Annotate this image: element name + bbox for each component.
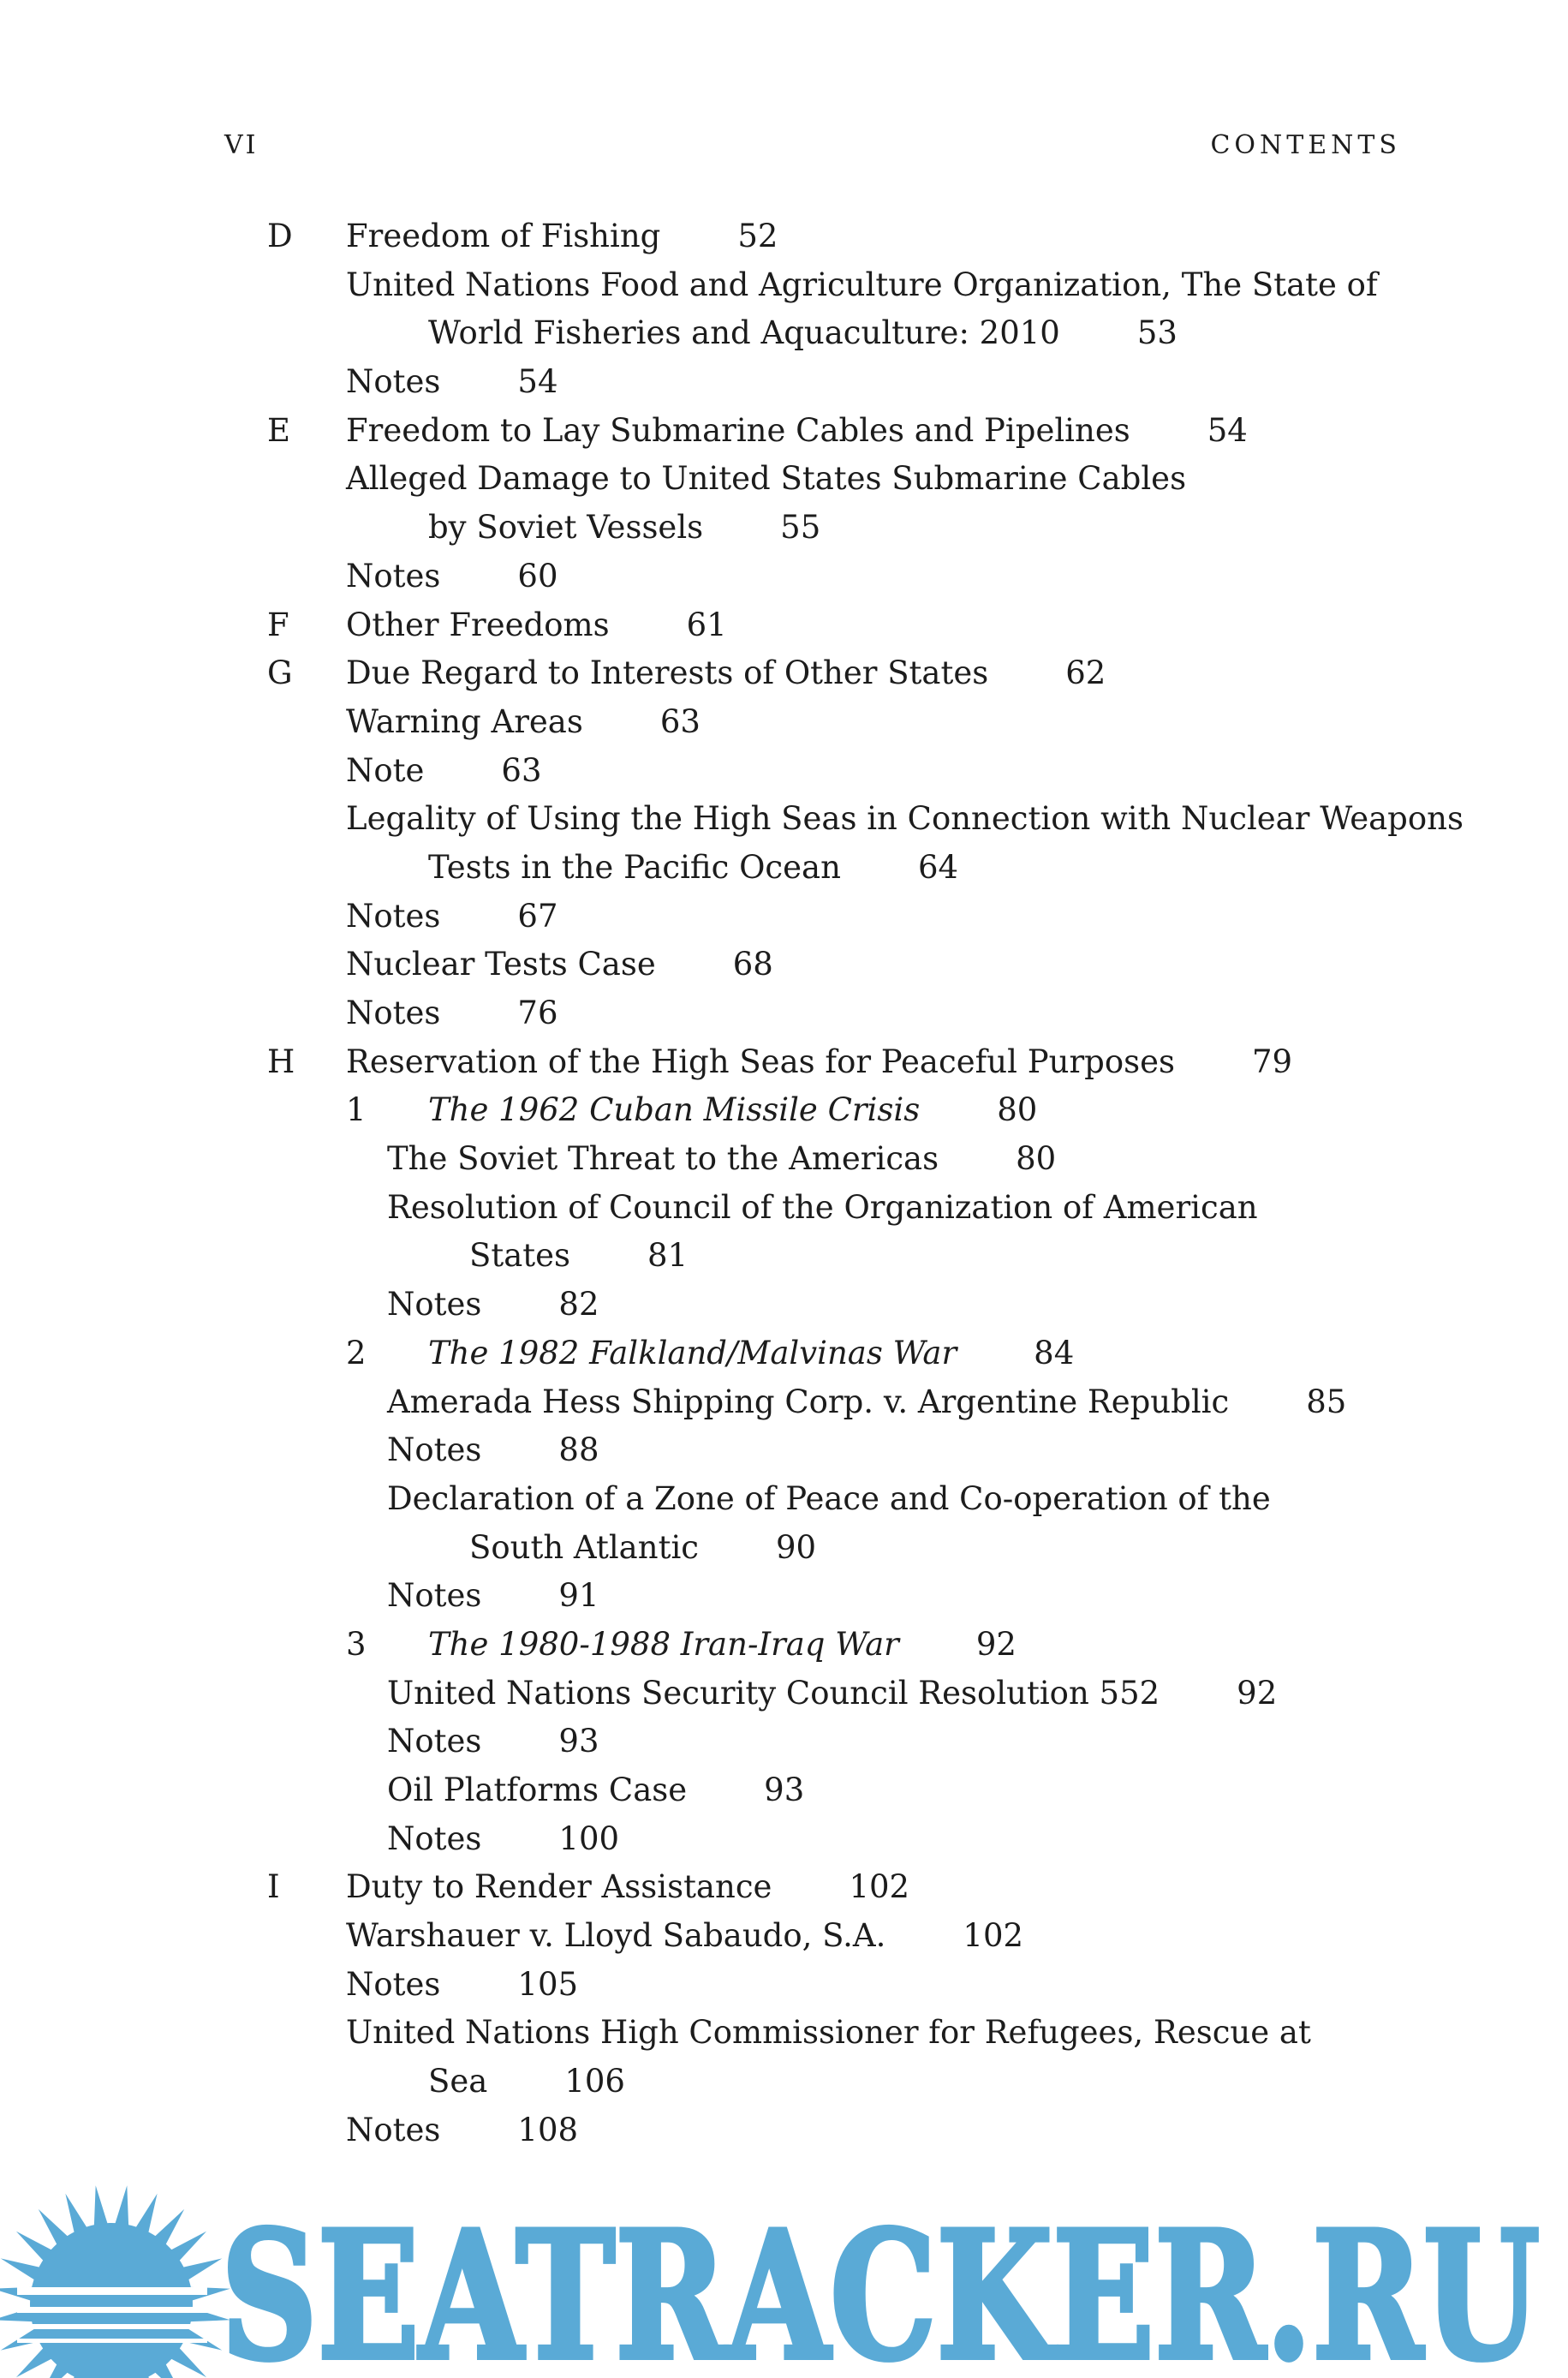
toc-title: Notes <box>387 1819 482 1857</box>
toc-title: South Atlantic <box>469 1528 699 1566</box>
toc-entry <box>0 212 1568 261</box>
toc-page-number: 79 <box>1251 1043 1293 1080</box>
toc-page-number: 68 <box>732 946 773 983</box>
toc-entry <box>0 844 1568 893</box>
toc-entry <box>0 1184 1568 1233</box>
toc-page-number: 108 <box>517 2111 579 2148</box>
toc-title: Freedom to Lay Submarine Cables and Pipelines <box>346 411 1130 449</box>
toc-page-number: 92 <box>1237 1674 1278 1712</box>
toc-title: Legality of Using the High Seas in Connection with Nuclear Weapons <box>346 800 1464 838</box>
toc-section-label: E <box>267 411 291 449</box>
toc-entry-text <box>346 893 558 941</box>
toc-page-number: 63 <box>501 751 542 789</box>
toc-subsection-number: 2 <box>346 1334 367 1371</box>
toc-entry <box>0 2106 1568 2155</box>
toc-page-number: 64 <box>917 848 959 886</box>
toc-section-label: I <box>267 1868 280 1906</box>
toc-entry-text <box>387 1378 1346 1427</box>
running-title: CONTENTS <box>1210 130 1401 160</box>
toc-page-number: 102 <box>963 1917 1024 1955</box>
toc-entry-text <box>469 1524 816 1573</box>
toc-page-number: 90 <box>776 1528 817 1566</box>
toc-entry <box>0 649 1568 698</box>
toc-page-number: 93 <box>558 1723 599 1760</box>
toc-entry-text <box>346 2009 1311 2058</box>
toc-entry-text <box>428 309 1177 358</box>
toc-entry-text <box>469 1232 688 1281</box>
toc-page-number: 61 <box>686 606 727 643</box>
toc-entry-text <box>428 1086 1037 1135</box>
toc-entry-text <box>346 1961 578 2010</box>
toc-page-number: 54 <box>1207 411 1248 449</box>
toc-page-number: 52 <box>737 218 778 254</box>
toc-entry-text <box>346 747 542 796</box>
toc-entry <box>0 455 1568 504</box>
toc-entry-text <box>387 1426 599 1475</box>
toc-subsection-number: 1 <box>346 1091 367 1129</box>
toc-entry-text <box>428 2058 625 2106</box>
toc-entry-text <box>387 1572 599 1621</box>
toc-section-label: F <box>267 606 289 643</box>
toc-page-number: 82 <box>558 1286 599 1323</box>
toc-page-number: 85 <box>1306 1383 1347 1420</box>
toc-entry-text <box>387 1670 1277 1718</box>
toc-entry <box>0 407 1568 456</box>
toc-entry <box>0 358 1568 407</box>
toc-entry <box>0 1766 1568 1815</box>
toc-entry <box>0 795 1568 844</box>
toc-section-label: H <box>267 1043 295 1080</box>
toc-page-number: 76 <box>517 995 558 1031</box>
toc-title: The Soviet Threat to the Americas <box>387 1140 939 1178</box>
toc-title: United Nations Security Council Resolution 552 <box>387 1674 1160 1712</box>
toc-entry <box>0 941 1568 989</box>
toc-entry <box>0 261 1568 310</box>
toc-title: Freedom of Fishing <box>346 218 661 254</box>
toc-entry <box>0 309 1568 358</box>
toc-entry <box>0 1086 1568 1135</box>
toc-entry-text <box>346 455 1186 504</box>
toc-entry-text <box>346 698 701 747</box>
toc-title: Other Freedoms <box>346 606 610 643</box>
toc-page-number: 81 <box>647 1237 689 1275</box>
toc-title: Warshauer v. Lloyd Sabaudo, S.A. <box>346 1917 886 1955</box>
toc-entry <box>0 1670 1568 1718</box>
toc-entry <box>0 1621 1568 1670</box>
toc-title: Notes <box>387 1286 482 1323</box>
toc-entry <box>0 747 1568 796</box>
toc-page-number: 100 <box>558 1819 620 1857</box>
toc-page-number: 106 <box>564 2063 625 2100</box>
toc-entry-text <box>428 1329 1074 1378</box>
toc-entry <box>0 893 1568 941</box>
toc-entry-text <box>387 1766 804 1815</box>
toc-entry-text <box>428 1621 1017 1670</box>
toc-entry <box>0 601 1568 650</box>
toc-page-number: 55 <box>780 509 821 547</box>
toc-entry-text <box>387 1815 619 1864</box>
toc-page-number: 91 <box>558 1577 599 1615</box>
toc-title: Note <box>346 751 425 789</box>
toc-entry <box>0 989 1568 1038</box>
sun-icon <box>0 2185 230 2378</box>
toc-page-number: 92 <box>975 1625 1017 1663</box>
toc-title: The 1980-1988 Iran-Iraq War <box>428 1625 899 1663</box>
toc-entry-text <box>346 795 1464 844</box>
toc-title: Due Regard to Interests of Other States <box>346 654 989 692</box>
toc-page-number: 105 <box>517 1965 579 2003</box>
toc-entry <box>0 1961 1568 2010</box>
toc-entry <box>0 698 1568 747</box>
toc-entry <box>0 1863 1568 1912</box>
toc-entry <box>0 1524 1568 1573</box>
toc-title: Notes <box>346 557 441 594</box>
toc-entry <box>0 1475 1568 1524</box>
toc-title: Resolution of Council of the Organization of American <box>387 1188 1258 1226</box>
toc-title: United Nations Food and Agriculture Organization, The State of <box>346 266 1378 303</box>
toc-title: Notes <box>346 897 441 935</box>
toc-entry-text <box>346 601 727 650</box>
toc-entry-text <box>346 2106 578 2155</box>
toc-entry-text <box>387 1135 1056 1184</box>
toc-entry-text <box>346 649 1106 698</box>
toc-title: The 1982 Falkland/Malvinas War <box>428 1334 957 1371</box>
toc-page-number: 54 <box>517 363 558 401</box>
toc-title: Notes <box>387 1723 482 1760</box>
toc-entry-text <box>346 553 558 601</box>
toc-title: World Fisheries and Aquaculture: 2010 <box>428 314 1060 352</box>
toc-entry-text <box>387 1718 599 1766</box>
toc-entry-text <box>346 1912 1023 1961</box>
toc-page-number: 102 <box>849 1868 910 1906</box>
toc-page-number: 80 <box>1016 1140 1057 1178</box>
toc-title: Reservation of the High Seas for Peaceful Purposes <box>346 1043 1175 1080</box>
toc-entry-text <box>428 844 958 893</box>
watermark-logo <box>0 2167 1568 2378</box>
watermark-text: SEATRACKER.RU <box>221 2194 1540 2378</box>
toc-entry <box>0 504 1568 553</box>
toc-entry-text <box>346 407 1248 456</box>
table-of-contents <box>0 212 1568 2155</box>
toc-title: Warning Areas <box>346 702 583 740</box>
toc-entry-text <box>387 1475 1271 1524</box>
page-number: VI <box>224 130 259 160</box>
toc-entry-text <box>428 504 820 553</box>
toc-entry <box>0 2009 1568 2058</box>
toc-page-number: 80 <box>997 1091 1038 1129</box>
toc-page-number: 84 <box>1034 1334 1075 1371</box>
toc-page-number: 60 <box>517 557 558 594</box>
toc-title: Notes <box>346 1965 441 2003</box>
toc-title: Tests in the Pacific Ocean <box>428 848 841 886</box>
toc-page-number: 62 <box>1065 654 1106 692</box>
toc-entry-text <box>346 989 558 1038</box>
toc-title: Notes <box>387 1577 482 1615</box>
toc-page-number: 63 <box>659 702 701 740</box>
toc-entry <box>0 1281 1568 1329</box>
toc-title: Amerada Hess Shipping Corp. v. Argentine Republic <box>387 1383 1230 1420</box>
toc-entry <box>0 1426 1568 1475</box>
toc-title: Alleged Damage to United States Submarine Cables <box>346 460 1187 498</box>
toc-title: Notes <box>346 363 441 401</box>
toc-entry <box>0 1329 1568 1378</box>
toc-entry-text <box>346 261 1378 310</box>
toc-title: Sea <box>428 2063 488 2100</box>
toc-entry-text <box>346 358 558 407</box>
toc-title: Oil Platforms Case <box>387 1772 688 1808</box>
toc-title: Nuclear Tests Case <box>346 946 656 983</box>
toc-entry-text <box>346 941 773 989</box>
toc-page-number: 53 <box>1136 314 1177 352</box>
toc-entry <box>0 1572 1568 1621</box>
toc-entry-text <box>387 1281 599 1329</box>
toc-entry <box>0 1135 1568 1184</box>
toc-entry-text <box>346 212 778 261</box>
toc-page-number: 93 <box>764 1772 805 1808</box>
toc-entry-text <box>346 1863 909 1912</box>
toc-title: Declaration of a Zone of Peace and Co-operation of the <box>387 1479 1271 1517</box>
toc-entry-text <box>387 1184 1258 1233</box>
toc-entry <box>0 1378 1568 1427</box>
toc-entry <box>0 1718 1568 1766</box>
toc-title: United Nations High Commissioner for Refugees, Rescue at <box>346 2014 1311 2052</box>
toc-page-number: 88 <box>558 1431 599 1469</box>
toc-title: Notes <box>346 995 441 1031</box>
toc-title: by Soviet Vessels <box>428 509 704 547</box>
toc-section-label: D <box>267 218 293 254</box>
toc-entry <box>0 1232 1568 1281</box>
toc-entry-text <box>346 1038 1292 1087</box>
toc-title: Duty to Render Assistance <box>346 1868 772 1906</box>
toc-entry <box>0 2058 1568 2106</box>
toc-section-label: G <box>267 654 293 692</box>
toc-entry <box>0 1815 1568 1864</box>
toc-page-number: 67 <box>517 897 558 935</box>
toc-title: Notes <box>346 2111 441 2148</box>
toc-title: States <box>469 1237 571 1275</box>
toc-entry <box>0 1912 1568 1961</box>
toc-title: The 1962 Cuban Missile Crisis <box>428 1091 921 1129</box>
toc-subsection-number: 3 <box>346 1625 367 1663</box>
toc-title: Notes <box>387 1431 482 1469</box>
toc-entry <box>0 1038 1568 1087</box>
toc-entry <box>0 553 1568 601</box>
